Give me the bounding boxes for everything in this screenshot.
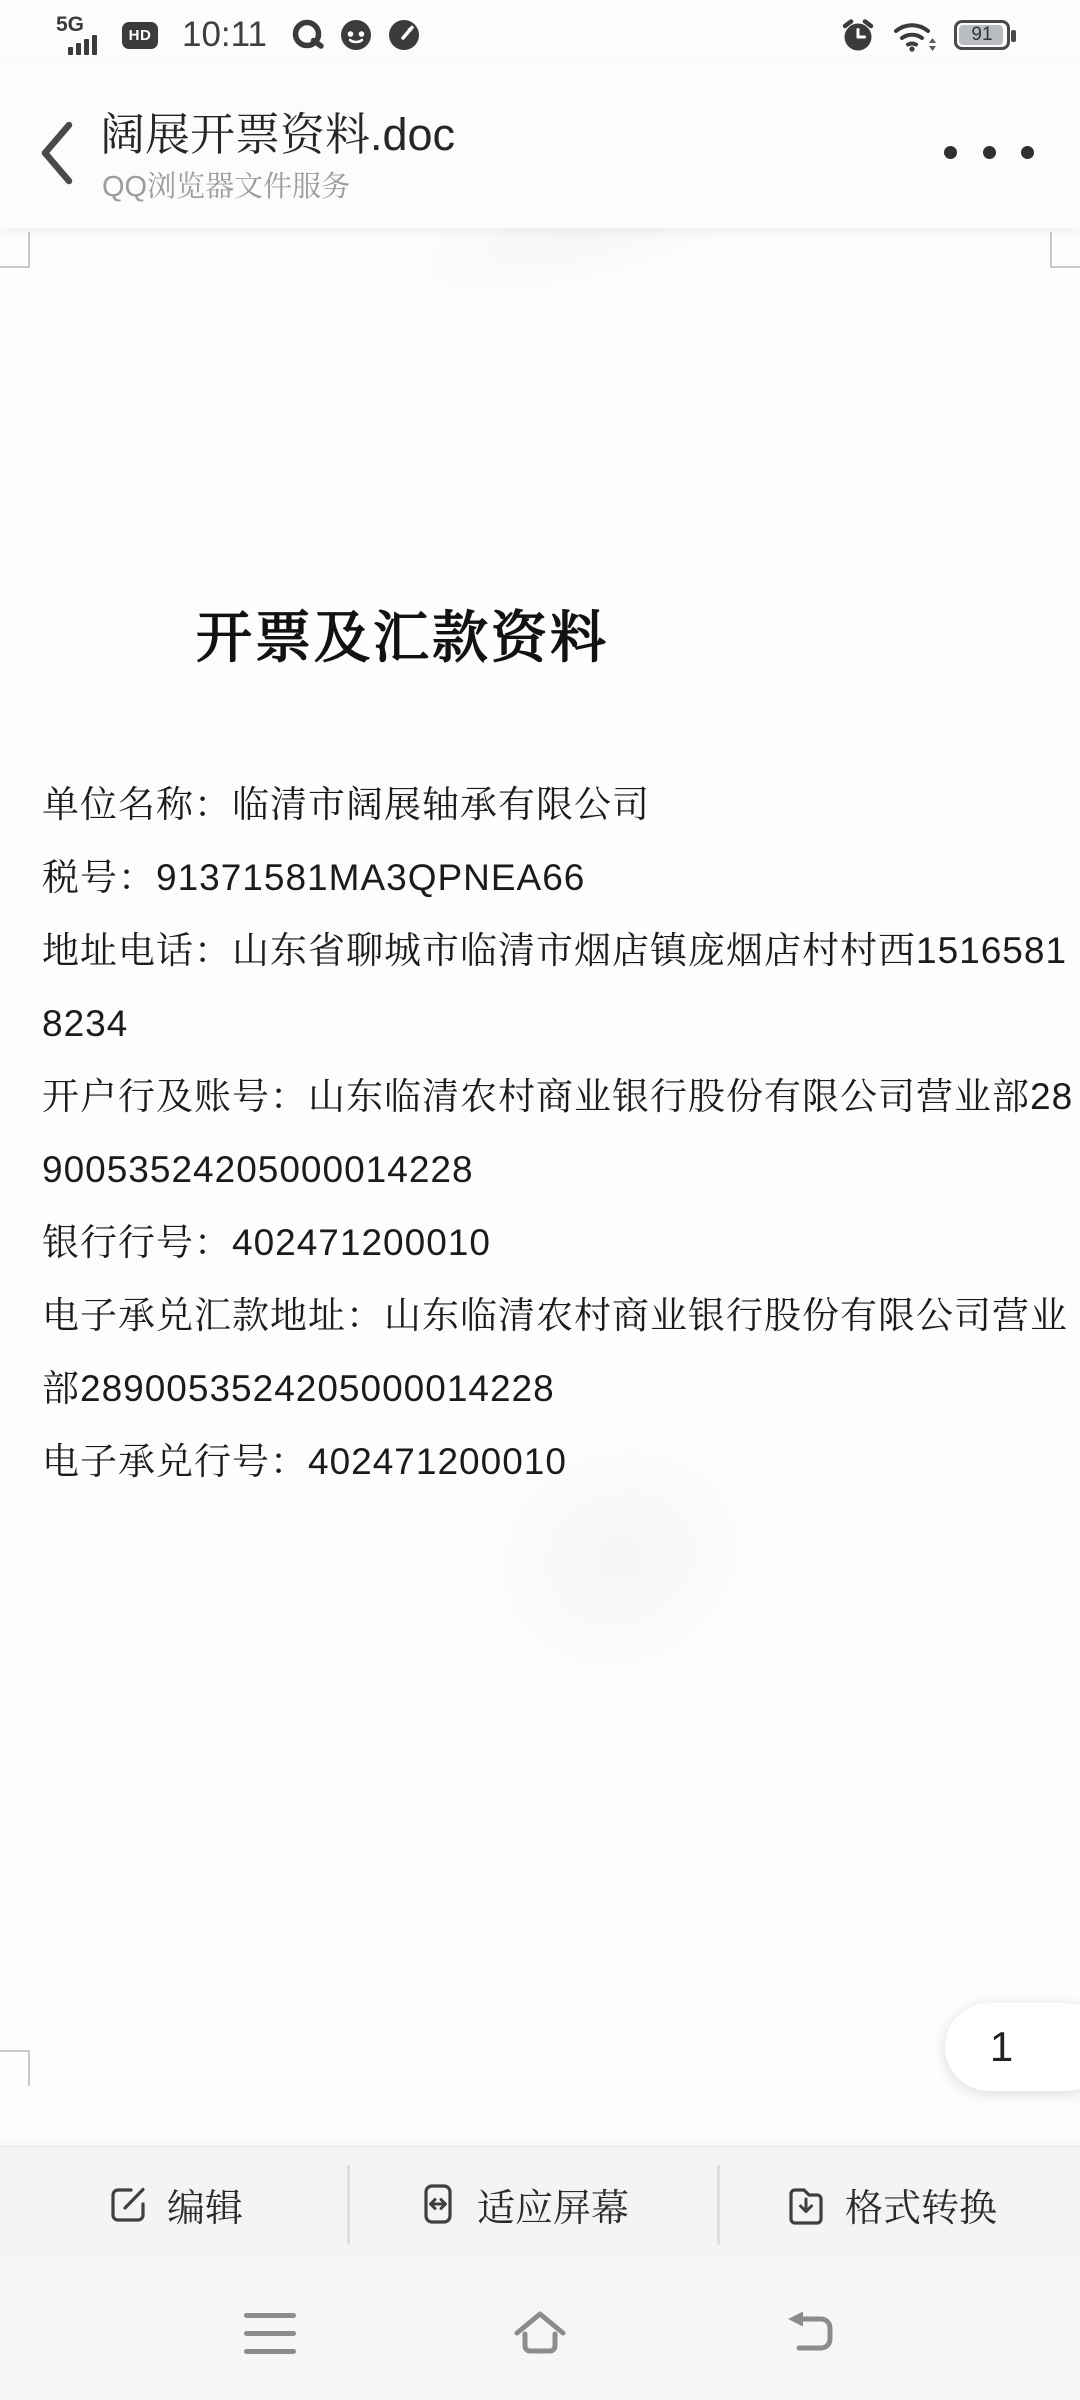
battery-percent-label: 91 bbox=[971, 24, 993, 45]
penguin-app-notification-icon bbox=[339, 18, 373, 52]
back-button[interactable] bbox=[38, 108, 108, 198]
doc-line: 地址电话：山东省聊城市临清市烟店镇庞烟店村村西1516581 bbox=[42, 930, 1068, 971]
format-convert-label: 格式转换 bbox=[845, 2187, 998, 2230]
wifi-icon bbox=[892, 17, 938, 53]
edit-button[interactable] bbox=[105, 2147, 243, 2261]
doc-line: 8234 bbox=[42, 1003, 129, 1044]
status-bar bbox=[0, 0, 1080, 60]
document-service-subtitle: QQ浏览器文件服务 bbox=[102, 171, 351, 203]
bottom-toolbar bbox=[0, 2146, 1080, 2260]
more-options-button[interactable] bbox=[944, 132, 1034, 172]
network-type-label: 5G bbox=[56, 13, 85, 36]
back-nav-button[interactable] bbox=[775, 2298, 845, 2368]
status-time: 10:11 bbox=[182, 15, 267, 54]
document-viewport[interactable] bbox=[0, 228, 1080, 2146]
return-arrow-icon bbox=[779, 2308, 841, 2358]
document-title: 阔展开票资料.doc bbox=[100, 109, 456, 160]
doc-viewer-header bbox=[0, 60, 1080, 228]
doc-line: 税号：91371581MA3QPNEA66 bbox=[42, 857, 586, 898]
edit-pencil-icon bbox=[105, 2181, 151, 2227]
dot-icon bbox=[1021, 146, 1034, 159]
dot-icon bbox=[944, 146, 957, 159]
speedometer-notification-icon bbox=[387, 18, 421, 52]
dot-icon bbox=[983, 146, 996, 159]
doc-line: 90053524205000014228 bbox=[42, 1149, 474, 1190]
doc-line: 电子承兑汇款地址：山东临清农村商业银行股份有限公司营业 bbox=[42, 1295, 1068, 1336]
cellular-signal-icon bbox=[56, 13, 108, 57]
doc-body bbox=[42, 768, 1073, 1498]
page-corner-mark bbox=[0, 2050, 30, 2086]
page-number-indicator: 1 bbox=[945, 2003, 1080, 2091]
hamburger-icon bbox=[244, 2313, 296, 2354]
page-corner-mark bbox=[0, 232, 30, 268]
battery-icon bbox=[954, 20, 1010, 50]
qq-browser-notification-icon bbox=[291, 18, 325, 52]
doc-line: 银行行号：402471200010 bbox=[42, 1222, 491, 1263]
fit-screen-icon bbox=[415, 2181, 461, 2227]
system-navbar bbox=[0, 2260, 1080, 2400]
page-corner-mark bbox=[1050, 232, 1080, 268]
doc-heading: 开票及汇款资料 bbox=[196, 606, 609, 669]
home-icon bbox=[508, 2305, 572, 2361]
doc-line: 电子承兑行号：402471200010 bbox=[42, 1441, 567, 1482]
toolbar-divider bbox=[347, 2165, 350, 2245]
doc-line: 开户行及账号：山东临清农村商业银行股份有限公司营业部28 bbox=[42, 1076, 1074, 1117]
fit-screen-button[interactable] bbox=[415, 2147, 629, 2261]
chevron-left-icon bbox=[38, 120, 76, 186]
recent-apps-button[interactable] bbox=[235, 2298, 305, 2368]
folder-download-icon bbox=[783, 2181, 829, 2227]
alarm-clock-icon bbox=[840, 17, 876, 53]
edit-label: 编辑 bbox=[167, 2187, 244, 2230]
format-convert-button[interactable] bbox=[783, 2147, 997, 2261]
fit-screen-label: 适应屏幕 bbox=[477, 2187, 630, 2230]
doc-line: 单位名称：临清市阔展轴承有限公司 bbox=[42, 784, 650, 825]
hd-voice-icon: HD bbox=[122, 22, 158, 49]
doc-line: 部2890053524205000014228 bbox=[42, 1368, 555, 1409]
home-button[interactable] bbox=[505, 2298, 575, 2368]
toolbar-divider bbox=[717, 2165, 720, 2245]
